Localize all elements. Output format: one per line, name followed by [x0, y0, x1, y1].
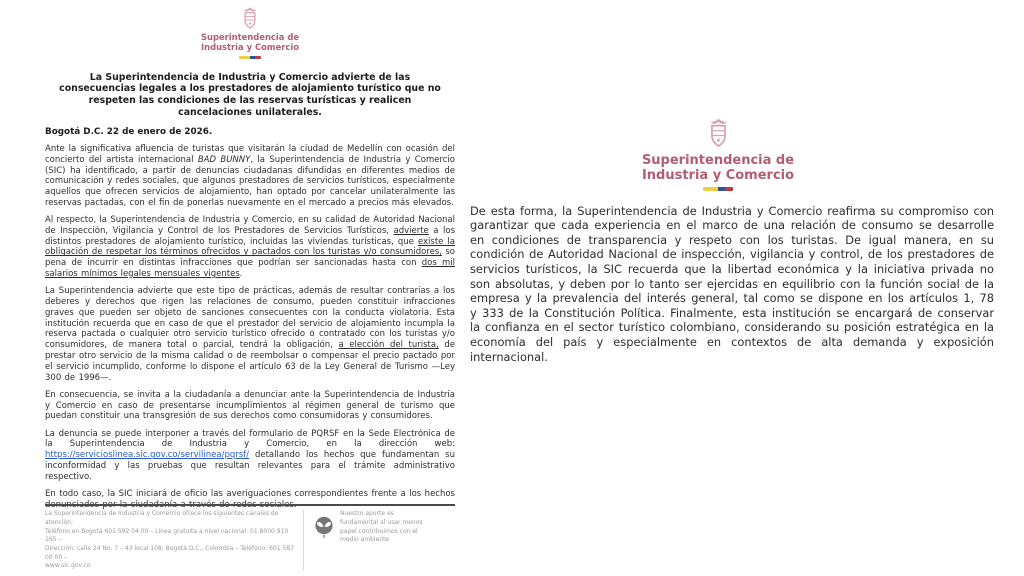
body-paragraph-2 [45, 215, 455, 280]
body-paragraph-4 [45, 390, 455, 422]
text-segment: La denuncia se puede interponer a través del formulario de PQRSF en la Sede Electrónica de la Superintendencia de Industria y Comercio, en la dirección web: [45, 428, 455, 450]
text-segment: detallando los hechos que fundamentan su inconformidad y las pruebas que resultan relevantes para el trámite administrativo respectivo. [45, 450, 455, 482]
text-segment: . [239, 269, 243, 280]
text-segment: En todo caso, la SIC iniciará de oficio las averiguaciones correspondientes frente a los hechos denunciados por la ciudadanía a través de redes sociales. [45, 489, 455, 510]
text-segment: BAD BUNNY [197, 154, 251, 165]
page-1 [40, 0, 460, 576]
footer-contact-line: Dirección: calle 24 No. 7 – 43 local 108, Bogotá D.C., Colombia – Teléfono: 601 587 00 00 – [45, 544, 294, 561]
closing-paragraph: De esta forma, la Superintendencia de Industria y Comercio reafirma su compromiso con garantizar que cada experiencia en el marco de una relación de consumo se desarrolle en condiciones de transparencia y respeto con los turistas. De igual manera, en su condición de Autoridad Nacional de inspección, vigilancia y control, de los prestadores de servicios turísticos, la SIC recuerda que la libertad económica y la iniciativa privada no son absolutas, y deben por lo tanto ser ejercidas en equilibrio con la función social de la empresa y la prevalencia del interés general, tal como se dispone en los artículos 1, 78 y 333 de la Constitución Política. Finalmente, esta institución se encargará de conservar la confianza en el sector turístico colombiano, considerando su posición estratégica en la economía del país y especialmente en contextos de alta demanda y exposición internacional. [470, 203, 994, 364]
body-paragraph-3 [45, 286, 455, 383]
eco-text [340, 510, 423, 545]
text-segment: so pena de incurrir en distintas infracciones que podrían ser sancionadas hasta con [45, 247, 455, 269]
eco-text-line: papel contribuimos con el [340, 527, 418, 535]
text-segment: de prestar otro servicio de la misma calidad o de reembolsar o compensar el precio pactado por el servicio incumplido, conforme lo dispone el artículo 63 de la Ley General de Turismo —Ley 300 de 1996—. [45, 340, 455, 383]
text-segment: advierte [393, 225, 429, 236]
pqrsf-link[interactable]: https://servicioslinea.sic.gov.co/servilinea/pqrsf/ [45, 450, 250, 461]
sic-logo-wordmark [642, 153, 794, 184]
sic-logo-wordmark [201, 33, 299, 53]
text-segment: existe la obligación de respetar los términos ofrecidos y pactados con los turistas y/o consumidores, [45, 236, 456, 258]
sic-logo [45, 0, 455, 59]
eco-text-line: Nuestro aporte es [340, 510, 394, 518]
footer-contact-line: La Superintendencia de Industria y Comercio ofrece los siguientes canales de atención: [45, 510, 279, 526]
text-segment: a elección del turista, [338, 340, 439, 351]
sic-logo-line1: Superintendencia de [201, 32, 299, 42]
footer-contact-line: Teléfono en Bogotá 601 592 04 00 – Línea gratuita a nivel nacional: 01 8000 910 165 – [45, 527, 289, 544]
text-segment: Ante la significativa afluencia de turistas que visitarán la ciudad de Medellín con ocasión del concierto del artista internacional [45, 143, 455, 165]
text-segment: dos mil salarios mínimos legales mensuales vigentes [45, 258, 455, 280]
press-release-title: La Superintendencia de Industria y Comercio advierte de las consecuencias legales a los prestadores de alojamiento turístico que no respeten las condiciones de las reservas turísticas y realicen cancelaciones unilaterales. [59, 71, 441, 118]
sic-emblem-icon [240, 7, 260, 31]
page-footer [45, 504, 455, 571]
sic-logo-line2: Industria y Comercio [641, 168, 795, 184]
text-segment: Al respecto, la Superintendencia de Industria y Comercio, en su calidad de Autoridad Nacional de Inspección, Vigilancia y Control de los Prestadores de Servicios Turísticos, [45, 215, 455, 236]
text-segment: , la Superintendencia de Industria y Comercio (SIC) ha identificado, a partir de denuncias ciudadanas difundidas en diferentes medios de comunicación y redes sociales, que algunos prestadores de servicios turísticos, especialmente aquellos que ofrecen servicios de alojamiento, han optado por cancelar unilateralmente las reservas pactadas, con el fin de ponerlas nuevamente en el mercado a precios más elevados. [45, 154, 455, 208]
footer-divider [303, 510, 304, 571]
eco-text-line: medio ambiente [340, 536, 390, 544]
sic-logo-line2: Industria y Comercio [201, 41, 299, 52]
sic-logo-line1: Superintendencia de [641, 153, 795, 168]
sic-emblem-icon [705, 118, 732, 150]
text-segment: a los distintos prestadores de alojamiento turístico, incluidas las viviendas turísticas, que [45, 225, 455, 247]
sic-logo [456, 118, 980, 191]
text-segment: La Superintendencia advierte que este tipo de prácticas, además de resultar contrarias a los deberes y derechos que rigen las relaciones de consumo, pueden constituir infracciones graves que pueden ser objeto de sanciones consecuentes con la conducta violatoria. Esta institución recuerda que en caso de que el prestador del servicio de alojamiento incumpla la reserva pactada o cualquier otro servicio turístico ofrecido o contratado con los turistas y/o consumidores, de manera total o parcial, tendrá la obligación, [45, 286, 455, 351]
eco-leaf-icon [314, 516, 334, 540]
text-segment: En consecuencia, se invita a la ciudadanía a denunciar ante la Superintendencia de Industria y Comercio en caso de presentarse incumplimientos al régimen general de turismo que puedan constituir una transgresión de sus derechos como consumidoras y consumidores. [45, 389, 455, 422]
footer-eco-message [314, 510, 423, 545]
page-2 [470, 0, 994, 364]
eco-text-line: fundamental al usar menos [340, 518, 423, 526]
dateline: Bogotá D.C. 22 de enero de 2026. [45, 127, 213, 138]
colombia-flag-strip [239, 56, 261, 59]
colombia-flag-strip [703, 187, 733, 191]
body-paragraph-5 [45, 429, 455, 483]
footer-contact-info [45, 510, 297, 571]
footer-contact-line: www.sic.gov.co [45, 562, 91, 570]
body-paragraph-1 [45, 144, 455, 209]
